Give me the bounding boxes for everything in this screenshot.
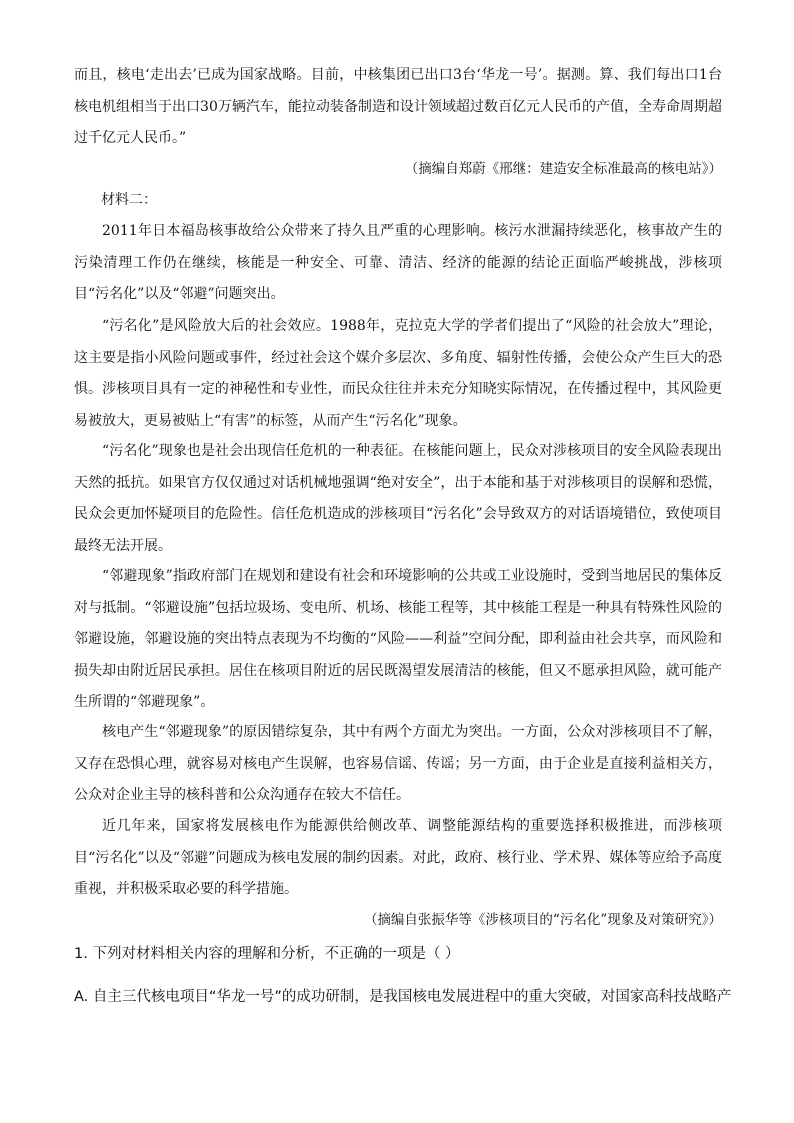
paragraph-5: 核电产生“邻避现象”的原因错综复杂，其中有两个方面尤为突出。一方面，公众对涉核项目不了解，又存在恐惧心理，就容易对核电产生误解，也容易信谣、传谣；另一方面，由于企业是直接利益相关方，公众对企业主导的核科普和公众沟通存在较大不信任。 (74, 724, 722, 803)
paragraph-3: “污名化”现象也是社会出现信任危机的一种表征。在核能问题上，民众对涉核项目的安全风险表现出天然的抵抗。如果官方仅仅通过对话机械地强调“绝对安全”，出于本能和基于对涉核项目的误解和恐慌，民众会更加怀疑项目的危险性。信任危机造成的涉核项目“污名化”会导致双方的对话语境错位，致使项目最终无法开展。 (74, 443, 722, 554)
option-a: A. 自主三代核电项目“华龙一号”的成功研制，是我国核电发展进程中的重大突破，对国家高科技战略产 (74, 989, 732, 1005)
paragraph-1: 2011年日本福岛核事故给公众带来了持久且严重的心理影响。核污水泄漏持续恶化，核事故产生的污染清理工作仍在继续，核能是一种安全、可靠、清洁、经济的能源的结论正面临严峻挑战，涉核项目“污名化”以及“邻避”问题突出。 (74, 223, 722, 302)
paragraph-6: 近几年来，国家将发展核电作为能源供给侧改革、调整能源结构的重要选择积极推进，而涉核项目“污名化”以及“邻避”问题成为核电发展的制约因素。对此，政府、核行业、学术界、媒体等应给予高度重视，并积极采取必要的科学措施。 (74, 818, 722, 897)
paragraph-2: “污名化”是风险放大后的社会效应。1988年，克拉克大学的学者们提出了“风险的社会放大”理论，这主要是指小风险问题或事件，经过社会这个媒介多层次、多角度、辐射性传播，会使公众产生巨大的恐惧。涉核项目具有一定的神秘性和专业性，而民众往往并未充分知晓实际情况，在传播过程中，其风险更易被放大，更易被贴上“有害”的标签，从而产生“污名化”现象。 (74, 318, 722, 429)
paragraph-4: “邻避现象”指政府部门在规划和建设有社会和环境影响的公共或工业设施时，受到当地居民的集体反对与抵制。“邻避设施”包括垃圾场、变电所、机场、核能工程等，其中核能工程是一种具有特殊性风险的邻避设施，邻避设施的突出特点表现为不均衡的“风险——利益”空间分配，即利益由社会共享，而风险和损失却由附近居民承担。居住在核项目附近的居民既渴望发展清洁的核能，但又不愿承担风险，就可能产生所谓的“邻避现象”。 (74, 568, 722, 710)
source-citation-2: （摘编自张振华等《涉核项目的“污名化”现象及对策研究》） (363, 912, 722, 928)
material-2-label: 材料二： (101, 192, 157, 208)
intro-paragraph: 而且，核电‘走出去’已成为国家战略。目前，中核集团已出口3台‘华龙一号’。据测。算、我们每出口1台核电机组相当于出口30万辆汽车，能拉动装备制造和设计领域超过数百亿元人民币的产值，全寿命周期超过千亿元人民币。” (74, 67, 722, 146)
question-stem: 1. 下列对材料相关内容的理解和分析，不正确的一项是（ ） (74, 946, 460, 962)
source-citation-1: （摘编自郑蔚《邢继：建造安全标准最高的核电站》） (404, 161, 722, 177)
